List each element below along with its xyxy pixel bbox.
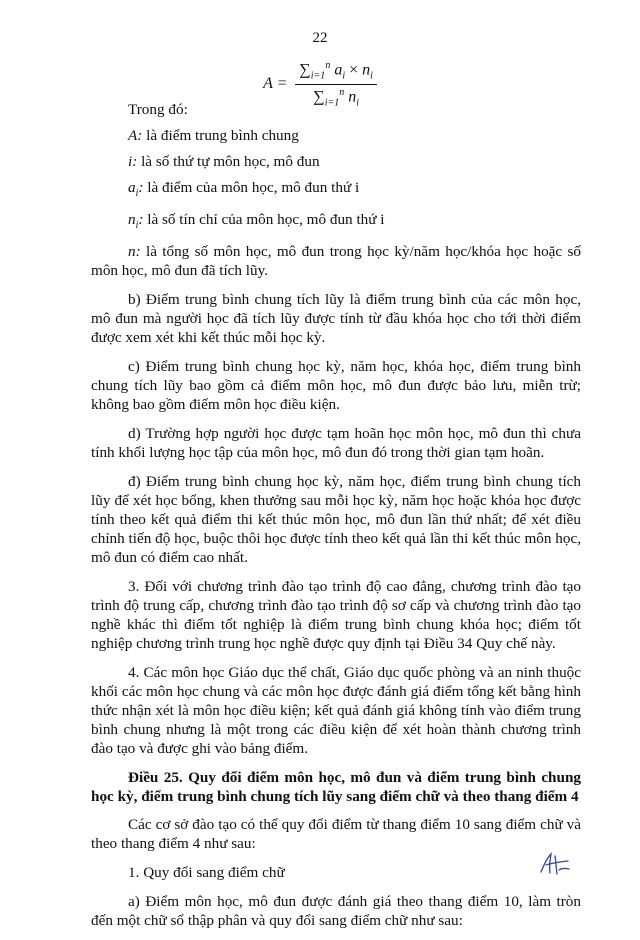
- definition-symbol: n: [128, 211, 136, 229]
- formula-numerator: [295, 60, 377, 85]
- term-n: n: [362, 61, 371, 79]
- definition-ni: [91, 210, 581, 235]
- definition-n: [91, 242, 581, 280]
- formula-lhs: A =: [263, 75, 288, 93]
- definition-symbol-suffix: :: [138, 179, 144, 196]
- paragraph-3: 3. Đối với chương trình đào tạo trình độ cao đẳng, chương trình đào tạo trình độ trung cấp, chương trình đào tạo trình độ sơ cấp và chương trình đào tạo nghề khác thì điểm tốt nghiệp là điểm trung bình chung khóa học; điểm tốt nghiệp chương trình trung học nghề được quy định tại Điều 34 Quy chế này.: [91, 578, 581, 653]
- term-n: n: [348, 87, 357, 105]
- definition-symbol: A:: [128, 127, 143, 144]
- definition-text: là số thứ tự môn học, mô đun: [137, 153, 320, 170]
- term-a: a: [334, 61, 343, 79]
- sum-lower-limit: i=1: [324, 97, 340, 109]
- definition-text: là điểm trung bình chung: [142, 127, 299, 144]
- page-number: 22: [312, 30, 328, 46]
- section-1-title: 1. Quy đổi sang điểm chữ: [128, 864, 285, 882]
- initials-signature-icon: [537, 852, 571, 876]
- term-n-sub: i: [370, 70, 373, 82]
- term-n-sub: i: [356, 97, 359, 109]
- article-25-intro: Các cơ sở đào tạo có thể quy đổi điểm từ thang điểm 10 sang điểm chữ và theo thang điểm 4 như sau:: [91, 816, 581, 853]
- paragraph-c: c) Điểm trung bình chung học kỳ, năm học, khóa học, điểm trung bình chung tích lũy bao gồm cả điểm môn học, mô đun được bảo lưu, miễn trừ; không bao gồm điểm môn học điều kiện.: [91, 358, 581, 414]
- definition-symbol: n:: [128, 243, 141, 261]
- definition-symbol-sub: i: [135, 188, 139, 200]
- paragraph-d: d) Trường hợp người học được tạm hoãn học môn học, mô đun thì chưa tính khối lượng học tập của môn học, mô đun đó trong thời gian tạm hoãn.: [91, 425, 581, 462]
- definition-symbol: a: [128, 179, 136, 196]
- section-1a: a) Điểm môn học, mô đun được đánh giá theo thang điểm 10, làm tròn đến một chữ số thập phân và quy đổi sang điểm chữ như sau:: [91, 893, 581, 930]
- definition-symbol-sub: i: [135, 220, 139, 232]
- article-25-heading: Điều 25. Quy đổi điểm môn học, mô đun và điểm trung bình chung học kỳ, điểm trung bình chung tích lũy sang điểm chữ và theo thang điểm 4: [91, 769, 581, 806]
- definition-ai: [91, 178, 581, 203]
- sum-symbol: ∑: [313, 87, 325, 105]
- definition-i: [91, 152, 581, 171]
- document-body: [91, 100, 581, 940]
- definitions-intro: Trong đó:: [128, 101, 188, 118]
- term-a-sub: i: [342, 70, 346, 82]
- definition-A: [91, 126, 581, 145]
- times-symbol: ×: [345, 61, 363, 79]
- definition-text: là điểm của môn học, mô đun thứ i: [143, 179, 360, 196]
- paragraph-4: 4. Các môn học Giáo dục thể chất, Giáo dục quốc phòng và an ninh thuộc khối các môn học chung và các môn học được đánh giá điểm tổng kết bằng hình thức nhận xét là môn học điều kiện; kết quả đánh giá không tính vào điểm trung bình chung nhưng là một trong các điều kiện để xét hoàn thành chương trình đào tạo và được ghi vào bảng điểm.: [91, 664, 581, 758]
- definition-text: là tổng số môn học, mô đun trong học kỳ/năm học/khóa học hoặc số môn học, mô đun đã tích lũy.: [91, 243, 581, 280]
- definition-symbol-suffix: :: [138, 211, 144, 229]
- sum-lower-limit: i=1: [310, 70, 326, 82]
- sum-upper-limit: n: [325, 60, 331, 71]
- sum-upper-limit: n: [339, 86, 345, 98]
- definition-text: là số tín chỉ của môn học, mô đun thứ i: [143, 211, 385, 229]
- paragraph-dd: đ) Điểm trung bình chung học kỳ, năm học, điểm trung bình chung tích lũy để xét học bổng, khen thưởng sau mỗi học kỳ, năm học hoặc khóa học được tính theo kết quả điểm thi kết thúc môn học, mô đun lần thứ nhất; để xét điều chỉnh tiến độ học, buộc thôi học được tính theo kết quả lần thi kết thúc môn học, mô đun có điểm cao nhất.: [91, 473, 581, 567]
- paragraph-b: b) Điểm trung bình chung tích lũy là điểm trung bình của các môn học, mô đun mà người học đã tích lũy được tính từ đầu khóa học cho tới thời điểm được xem xét khi kết thúc mỗi học kỳ.: [91, 291, 581, 347]
- definition-symbol: i:: [128, 153, 138, 170]
- sum-symbol: ∑: [299, 61, 311, 79]
